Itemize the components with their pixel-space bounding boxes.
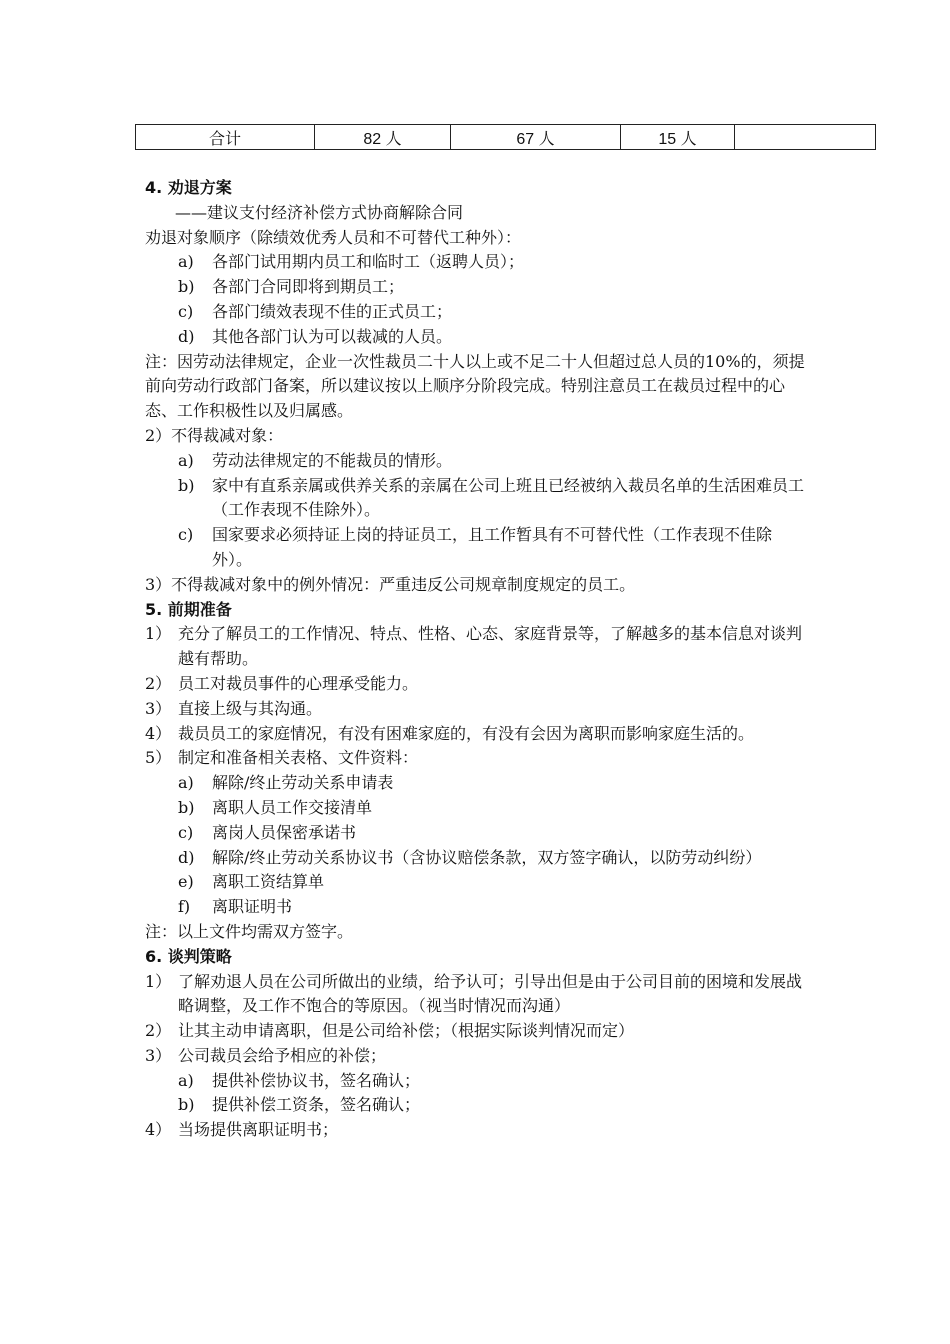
list-item: [145, 970, 810, 1020]
order-label: 劝退对象顺序（除绩效优秀人员和不可替代工种外）：: [145, 227, 522, 247]
section-6-title: 6. 谈判策略: [145, 946, 232, 966]
list-marker: 2）: [145, 673, 172, 693]
list-marker: d): [178, 326, 195, 346]
list-marker: a): [178, 252, 194, 272]
list-text: 家中有直系亲属或供养关系的亲属在公司上班且已经被纳入裁员名单的生活困难员工（工作表现不佳除外）。: [212, 475, 805, 520]
legal-note: 注：因劳动法律规定，企业一次性裁员二十人以上或不足二十人但超过总人员的10%的，须提前向劳动行政部门备案，所以建议按以上顺序分阶段完成。特别注意员工在裁员过程中的心态、工作积极性以及归属感。: [145, 351, 805, 421]
list-text: 离职工资结算单: [212, 872, 325, 892]
table-cell: [735, 125, 876, 150]
list-text: 员工对裁员事件的心理承受能力。: [178, 673, 419, 693]
list-marker: c): [178, 301, 194, 321]
table-cell: 15 人: [621, 125, 735, 150]
list-marker: c): [178, 822, 194, 842]
list-marker: c): [178, 525, 194, 545]
list-marker: 4）: [145, 723, 172, 743]
list-marker: e): [178, 872, 194, 892]
list-text: 直接上级与其沟通。: [178, 698, 323, 718]
table-cell: 67 人: [451, 125, 621, 150]
list-marker: f): [178, 897, 191, 917]
section-4-title: 4. 劝退方案: [145, 178, 232, 197]
list-marker: 1）: [145, 971, 172, 991]
list-text: 离职证明书: [212, 897, 293, 917]
list-item: [145, 722, 810, 747]
list-text: 充分了解员工的工作情况、特点、性格、心态、家庭背景等，了解越多的基本信息对谈判越有帮助。: [178, 624, 803, 669]
list-marker: b): [178, 475, 195, 495]
list-item: [145, 870, 810, 895]
list-item: [145, 672, 810, 697]
list-text: 其他各部门认为可以裁减的人员。: [212, 326, 453, 346]
list-text: 制定和准备相关表格、文件资料：: [178, 748, 419, 768]
list-item: [145, 1069, 810, 1094]
list-marker: a): [178, 773, 194, 793]
list-marker: 5）: [145, 748, 172, 768]
list-item: [145, 1019, 810, 1044]
list-text: 公司裁员会给予相应的补偿；: [178, 1045, 387, 1065]
list-marker: a): [178, 450, 194, 470]
list-marker: 2）: [145, 1021, 172, 1041]
document-body: [145, 176, 810, 1143]
list-item: [145, 1093, 810, 1118]
list-item: [145, 300, 810, 325]
list-text: 解除/终止劳动关系申请表: [212, 773, 394, 793]
list-marker: 3）: [145, 698, 172, 718]
list-text: 提供补偿协议书，签名确认；: [212, 1070, 421, 1090]
section-4-subtitle: ——建议支付经济补偿方式协商解除合同: [175, 202, 464, 222]
list-marker: a): [178, 1070, 194, 1090]
list-text: 劳动法律规定的不能裁员的情形。: [212, 450, 453, 470]
table-row: [136, 125, 876, 150]
list-marker: b): [178, 1095, 195, 1115]
list-item: [145, 796, 810, 821]
list-text: 离岗人员保密承诺书: [212, 822, 357, 842]
list-text: 解除/终止劳动关系协议书（含协议赔偿条款，双方签字确认，以防劳动纠纷）: [212, 847, 762, 867]
summary-table: [135, 124, 876, 150]
list-item: [145, 325, 810, 350]
list-marker: 4）: [145, 1120, 172, 1140]
signature-note: 注：以上文件均需双方签字。: [145, 921, 354, 941]
table-cell: 82 人: [315, 125, 451, 150]
list-text: 提供补偿工资条，签名确认；: [212, 1095, 421, 1115]
list-item: [145, 821, 810, 846]
list-item: [145, 746, 810, 771]
list-marker: d): [178, 847, 195, 867]
list-item: [145, 1118, 810, 1143]
table-cell-total-label: 合计: [136, 125, 315, 150]
list-text: 离职人员工作交接清单: [212, 797, 373, 817]
list-item: [145, 250, 810, 275]
list-item: [145, 622, 810, 672]
list-marker: 3）: [145, 1045, 172, 1065]
list-text: 了解劝退人员在公司所做出的业绩，给予认可；引导出但是由于公司目前的困境和发展战略调整，及工作不饱合的等原因。（视当时情况而沟通）: [178, 971, 803, 1016]
list-text: 各部门绩效表现不佳的正式员工；: [212, 301, 453, 321]
list-text: 当场提供离职证明书；: [178, 1120, 339, 1140]
list-marker: b): [178, 797, 195, 817]
list-item: [145, 697, 810, 722]
exception-line: 3）不得裁减对象中的例外情况：严重违反公司规章制度规定的员工。: [145, 574, 636, 594]
list-text: 裁员员工的家庭情况，有没有困难家庭的，有没有会因为离职而影响家庭生活的。: [178, 723, 755, 743]
no-cut-label: 2）不得裁减对象：: [145, 425, 284, 445]
list-text: 各部门合同即将到期员工；: [212, 277, 405, 297]
list-text: 各部门试用期内员工和临时工（返聘人员）；: [212, 252, 525, 272]
list-item: [145, 449, 810, 474]
list-item: [145, 846, 810, 871]
list-item: [145, 523, 810, 573]
list-text: 让其主动申请离职，但是公司给补偿；（根据实际谈判情况而定）: [178, 1021, 635, 1041]
list-item: [145, 474, 810, 524]
list-text: 国家要求必须持证上岗的持证员工，且工作暂具有不可替代性（工作表现不佳除外）。: [212, 525, 773, 569]
list-item: [145, 895, 810, 920]
list-marker: b): [178, 277, 195, 297]
list-item: [145, 275, 810, 300]
list-marker: 1）: [145, 624, 172, 644]
list-item: [145, 771, 810, 796]
list-item: [145, 1044, 810, 1069]
section-5-title: 5. 前期准备: [145, 599, 232, 619]
